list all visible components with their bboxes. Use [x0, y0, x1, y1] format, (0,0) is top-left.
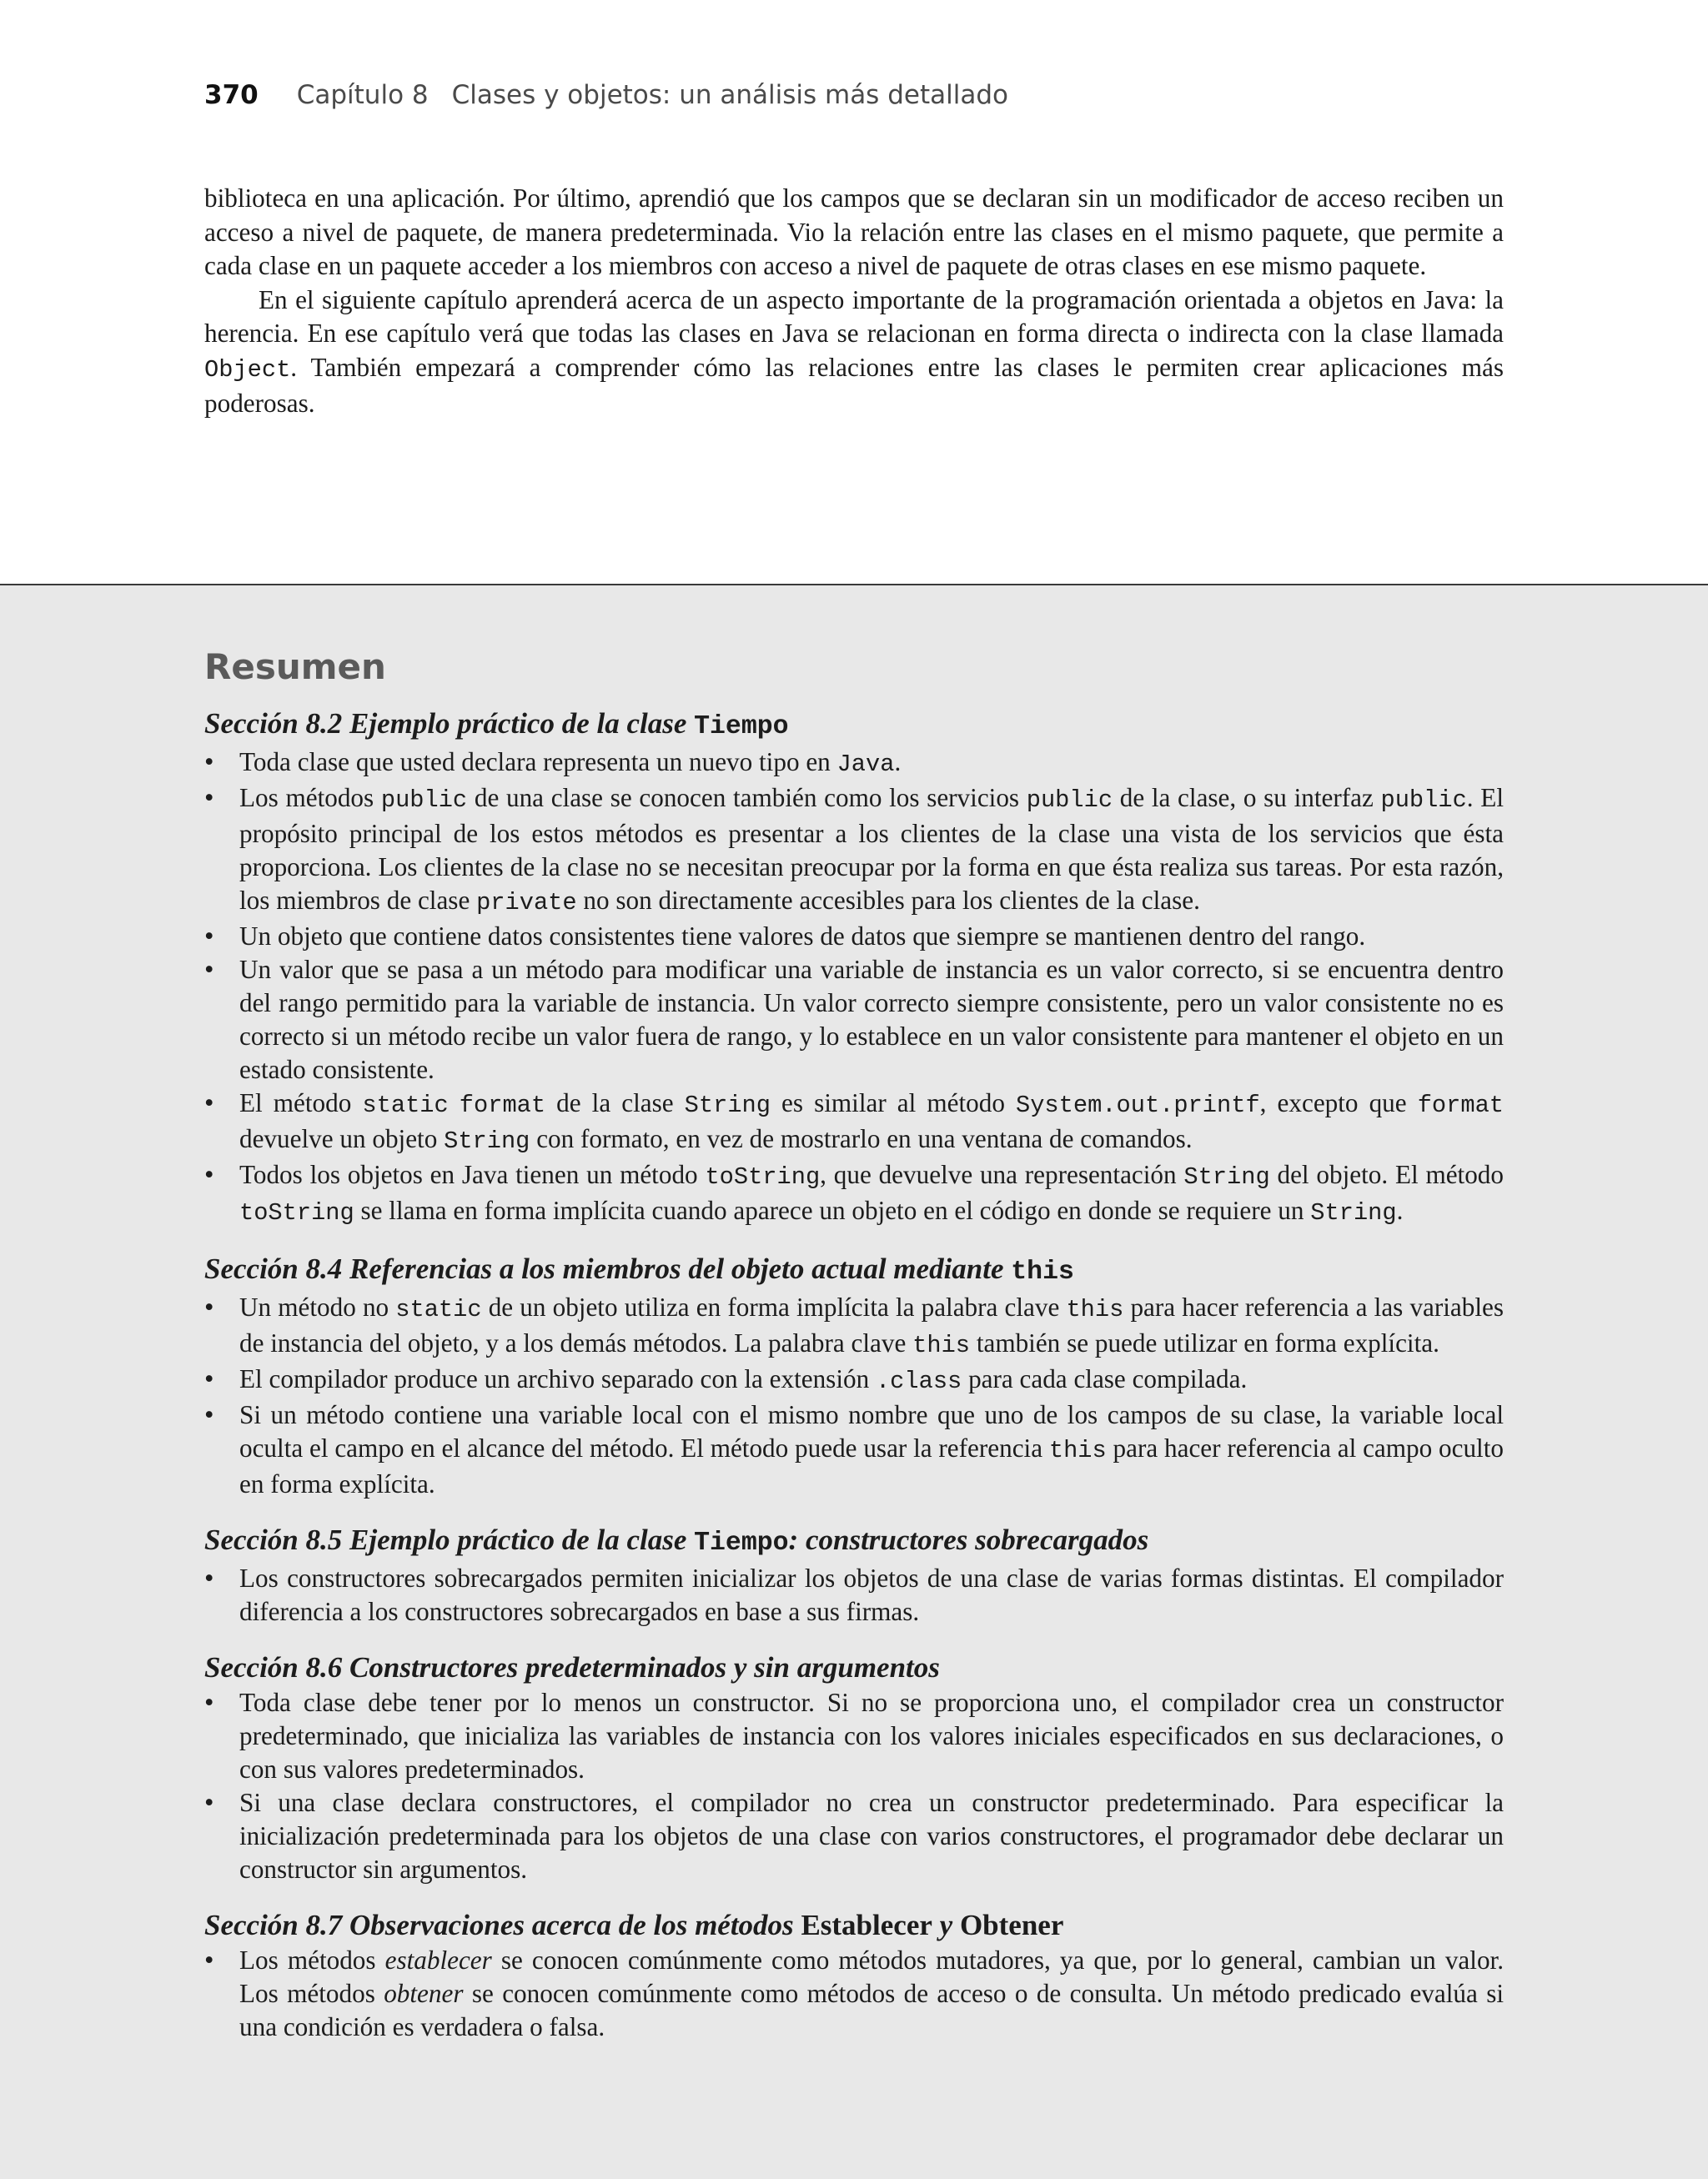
text-run: Si una clase declara constructores, el compilador no crea un constructor predeterminado. Para especificar la inicialización predeterminada para los objetos de una clase con varios constructores, el programador debe declarar un constructor sin argumentos.	[239, 1788, 1504, 1884]
text-run: es similar al método	[770, 1088, 1016, 1117]
bullet-item	[204, 1562, 1504, 1629]
bullet-list	[204, 1686, 1504, 1886]
text-run: .	[894, 747, 902, 776]
text-run: Todos los objetos en Java tienen un método	[239, 1160, 706, 1189]
inline-code: String	[1183, 1163, 1270, 1191]
chapter-title: Clases y objetos: un análisis más detallado	[451, 80, 1008, 110]
text-run: se conocen comúnmente como métodos de acceso o de consulta. Un método predicado evalúa si una condición es verdadera o falsa.	[239, 1979, 1504, 2041]
text-run: para hacer referencia al campo oculto en forma explícita.	[239, 1433, 1504, 1499]
section-heading	[204, 1649, 1504, 1686]
inline-code: this	[912, 1332, 971, 1359]
text-run: del objeto. El método	[1269, 1160, 1504, 1189]
inline-code: String	[1310, 1199, 1397, 1227]
summary-section	[204, 1522, 1504, 1629]
bullet-item	[204, 1944, 1504, 2044]
inline-code: public	[1026, 786, 1113, 814]
text-run: con formato, en vez de mostrarlo en una ventana de comandos.	[530, 1124, 1193, 1153]
bullet-item	[204, 1158, 1504, 1230]
text-run: para cada clase compilada.	[962, 1364, 1248, 1393]
inline-code: Object	[204, 355, 291, 384]
text-run: . El propósito principal de los estos métodos es presentar a los clientes de la clase una vista de los servicios que ésta proporciona. Los clientes de la clase no se necesitan preocupar por la forma en que ésta realiza sus tareas. Por esta razón, los miembros de clase	[239, 783, 1505, 915]
text-run	[449, 1088, 460, 1117]
text-run: se conocen comúnmente como métodos mutadores, ya que, por lo general, cambian un valor. Los métodos	[239, 1946, 1504, 2008]
inline-code: .class	[875, 1368, 962, 1395]
section-heading-code: Tiempo	[694, 1529, 789, 1558]
inline-code: static	[395, 1296, 482, 1323]
text-run: , que devuelve una representación	[820, 1160, 1184, 1189]
bullet-item	[204, 1291, 1504, 1363]
running-header	[204, 80, 1008, 110]
section-heading-text: Sección 8.5 Ejemplo práctico de la clase	[204, 1524, 695, 1556]
text-run: de una clase se conocen también como los servicios	[467, 783, 1027, 812]
summary-box	[0, 584, 1708, 2179]
bullet-item	[204, 1686, 1504, 1786]
summary-section	[204, 1907, 1504, 2044]
body-paragraph: biblioteca en una aplicación. Por último, aprendió que los campos que se declaran sin un modificador de acceso reciben un acceso a nivel de paquete, de manera predeterminada. Vio la relación entre las clases en el mismo paquete, que permite a cada clase en un paquete acceder a los miembros con acceso a nivel de paquete de otras clases en ese mismo paquete.	[204, 183, 1504, 280]
bullet-item	[204, 781, 1504, 920]
text-run: Un valor que se pasa a un método para modificar una variable de instancia es un valor correcto, si se encuentra dentro del rango permitido para la variable de instancia. Un valor correcto siempre consistente, pero un valor consistente no es correcto si un método recibe un valor fuera de rango, y lo establece en un valor consistente para mantener el objeto en un estado consistente.	[239, 955, 1504, 1084]
section-heading-text: Sección 8.7 Observaciones acerca de los métodos	[204, 1909, 801, 1941]
bullet-list	[204, 1291, 1504, 1501]
section-heading-text: Sección 8.4 Referencias a los miembros del objeto actual mediante	[204, 1253, 1012, 1285]
text-run: Toda clase debe tener por lo menos un constructor. Si no se proporciona uno, el compilador crea un constructor predeterminado, que inicializa las variables de instancia con los valores iniciales especificados en sus declaraciones, o con sus valores predeterminados.	[239, 1688, 1504, 1784]
text-run: Los métodos	[239, 783, 381, 812]
inline-code: format	[459, 1092, 546, 1119]
inline-code: this	[1048, 1437, 1107, 1464]
section-heading	[204, 1251, 1504, 1291]
section-heading	[204, 1907, 1504, 1944]
text-run: Un objeto que contiene datos consistentes tiene valores de datos que siempre se mantienen dentro del rango.	[239, 921, 1366, 951]
inline-code: String	[444, 1127, 530, 1155]
text-run: El método	[239, 1088, 363, 1117]
page-number: 370	[204, 80, 259, 110]
text-run: de la clase	[545, 1088, 685, 1117]
inline-code: this	[1066, 1296, 1124, 1323]
inline-code: public	[380, 786, 468, 814]
text-run: El compilador produce un archivo separado con la extensión	[239, 1364, 876, 1393]
section-heading-text: y	[932, 1909, 960, 1941]
summary-section	[204, 705, 1504, 1230]
text-run: para hacer referencia a las variables de instancia del objeto, y a los demás métodos. La palabra clave	[239, 1293, 1505, 1358]
section-heading	[204, 1522, 1504, 1562]
bullet-item	[204, 1087, 1504, 1158]
text-run: Si un método contiene una variable local con el mismo nombre que uno de los campos de su clase, la variable local oculta el campo en el alcance del método. El método puede usar la referencia	[239, 1400, 1504, 1463]
text-run: , excepto que	[1259, 1088, 1418, 1117]
text-run: Un método no	[239, 1293, 396, 1322]
text-run: devuelve un objeto	[239, 1124, 445, 1153]
text-run: .	[1396, 1196, 1404, 1225]
summary-title: Resumen	[204, 646, 386, 687]
bullet-item	[204, 1398, 1504, 1501]
italic-term: establecer	[384, 1946, 492, 1975]
section-heading-text: Sección 8.2 Ejemplo práctico de la clase	[204, 707, 695, 740]
bullet-list	[204, 1944, 1504, 2044]
summary-section	[204, 1251, 1504, 1501]
text-run: se llama en forma implícita cuando aparece un objeto en el código en donde se requiere un	[354, 1196, 1311, 1225]
text-run: de un objeto utiliza en forma implícita la palabra clave	[481, 1293, 1067, 1322]
body-text	[204, 182, 1504, 421]
inline-code: toString	[705, 1163, 821, 1191]
text-run: Los métodos	[239, 1946, 385, 1975]
text-run: también se puede utilizar en forma explícita.	[970, 1328, 1439, 1358]
inline-code: String	[684, 1092, 771, 1119]
text-run: Los constructores sobrecargados permiten inicializar los objetos de una clase de varias formas distintas. El compilador diferencia a los constructores sobrecargados en base a sus firmas.	[239, 1564, 1504, 1626]
bullet-item	[204, 746, 1504, 781]
text-run: Toda clase que usted declara representa un nuevo tipo en	[239, 747, 837, 776]
chapter-label: Capítulo 8	[296, 80, 429, 110]
section-heading	[204, 705, 1504, 746]
bullet-item	[204, 1786, 1504, 1886]
inline-code: System.out.printf	[1016, 1092, 1260, 1119]
text-run: de la clase, o su interfaz	[1113, 783, 1381, 812]
inline-code: Java	[836, 751, 895, 778]
section-heading-text: Sección 8.6 Constructores predeterminados y sin argumentos	[204, 1651, 940, 1684]
italic-term: obtener	[384, 1979, 464, 2008]
inline-code: toString	[239, 1199, 354, 1227]
summary-section	[204, 1649, 1504, 1886]
body-paragraph: En el siguiente capítulo aprenderá acerca de un aspecto importante de la programación orientada a objetos en Java: la herencia. En ese capítulo verá que todas las clases en Java se relacionan en forma directa o indirecta con la clase llamada Object. También empezará a comprender cómo las relaciones entre las clases le permiten crear aplicaciones más poderosas.	[204, 284, 1504, 418]
inline-code: static	[362, 1092, 449, 1119]
section-heading-code: this	[1011, 1258, 1074, 1287]
bullet-item	[204, 920, 1504, 953]
inline-code: format	[1417, 1092, 1504, 1119]
section-heading-text: : constructores sobrecargados	[788, 1524, 1149, 1556]
section-heading-code: Tiempo	[694, 712, 789, 741]
inline-code: public	[1380, 786, 1467, 814]
inline-code: private	[476, 889, 577, 916]
section-heading-term: Establecer	[801, 1909, 932, 1941]
bullet-item	[204, 953, 1504, 1087]
section-heading-term: Obtener	[959, 1909, 1064, 1941]
bullet-list	[204, 1562, 1504, 1629]
text-run: no son directamente accesibles para los clientes de la clase.	[576, 886, 1200, 915]
bullet-list	[204, 746, 1504, 1230]
bullet-item	[204, 1363, 1504, 1398]
